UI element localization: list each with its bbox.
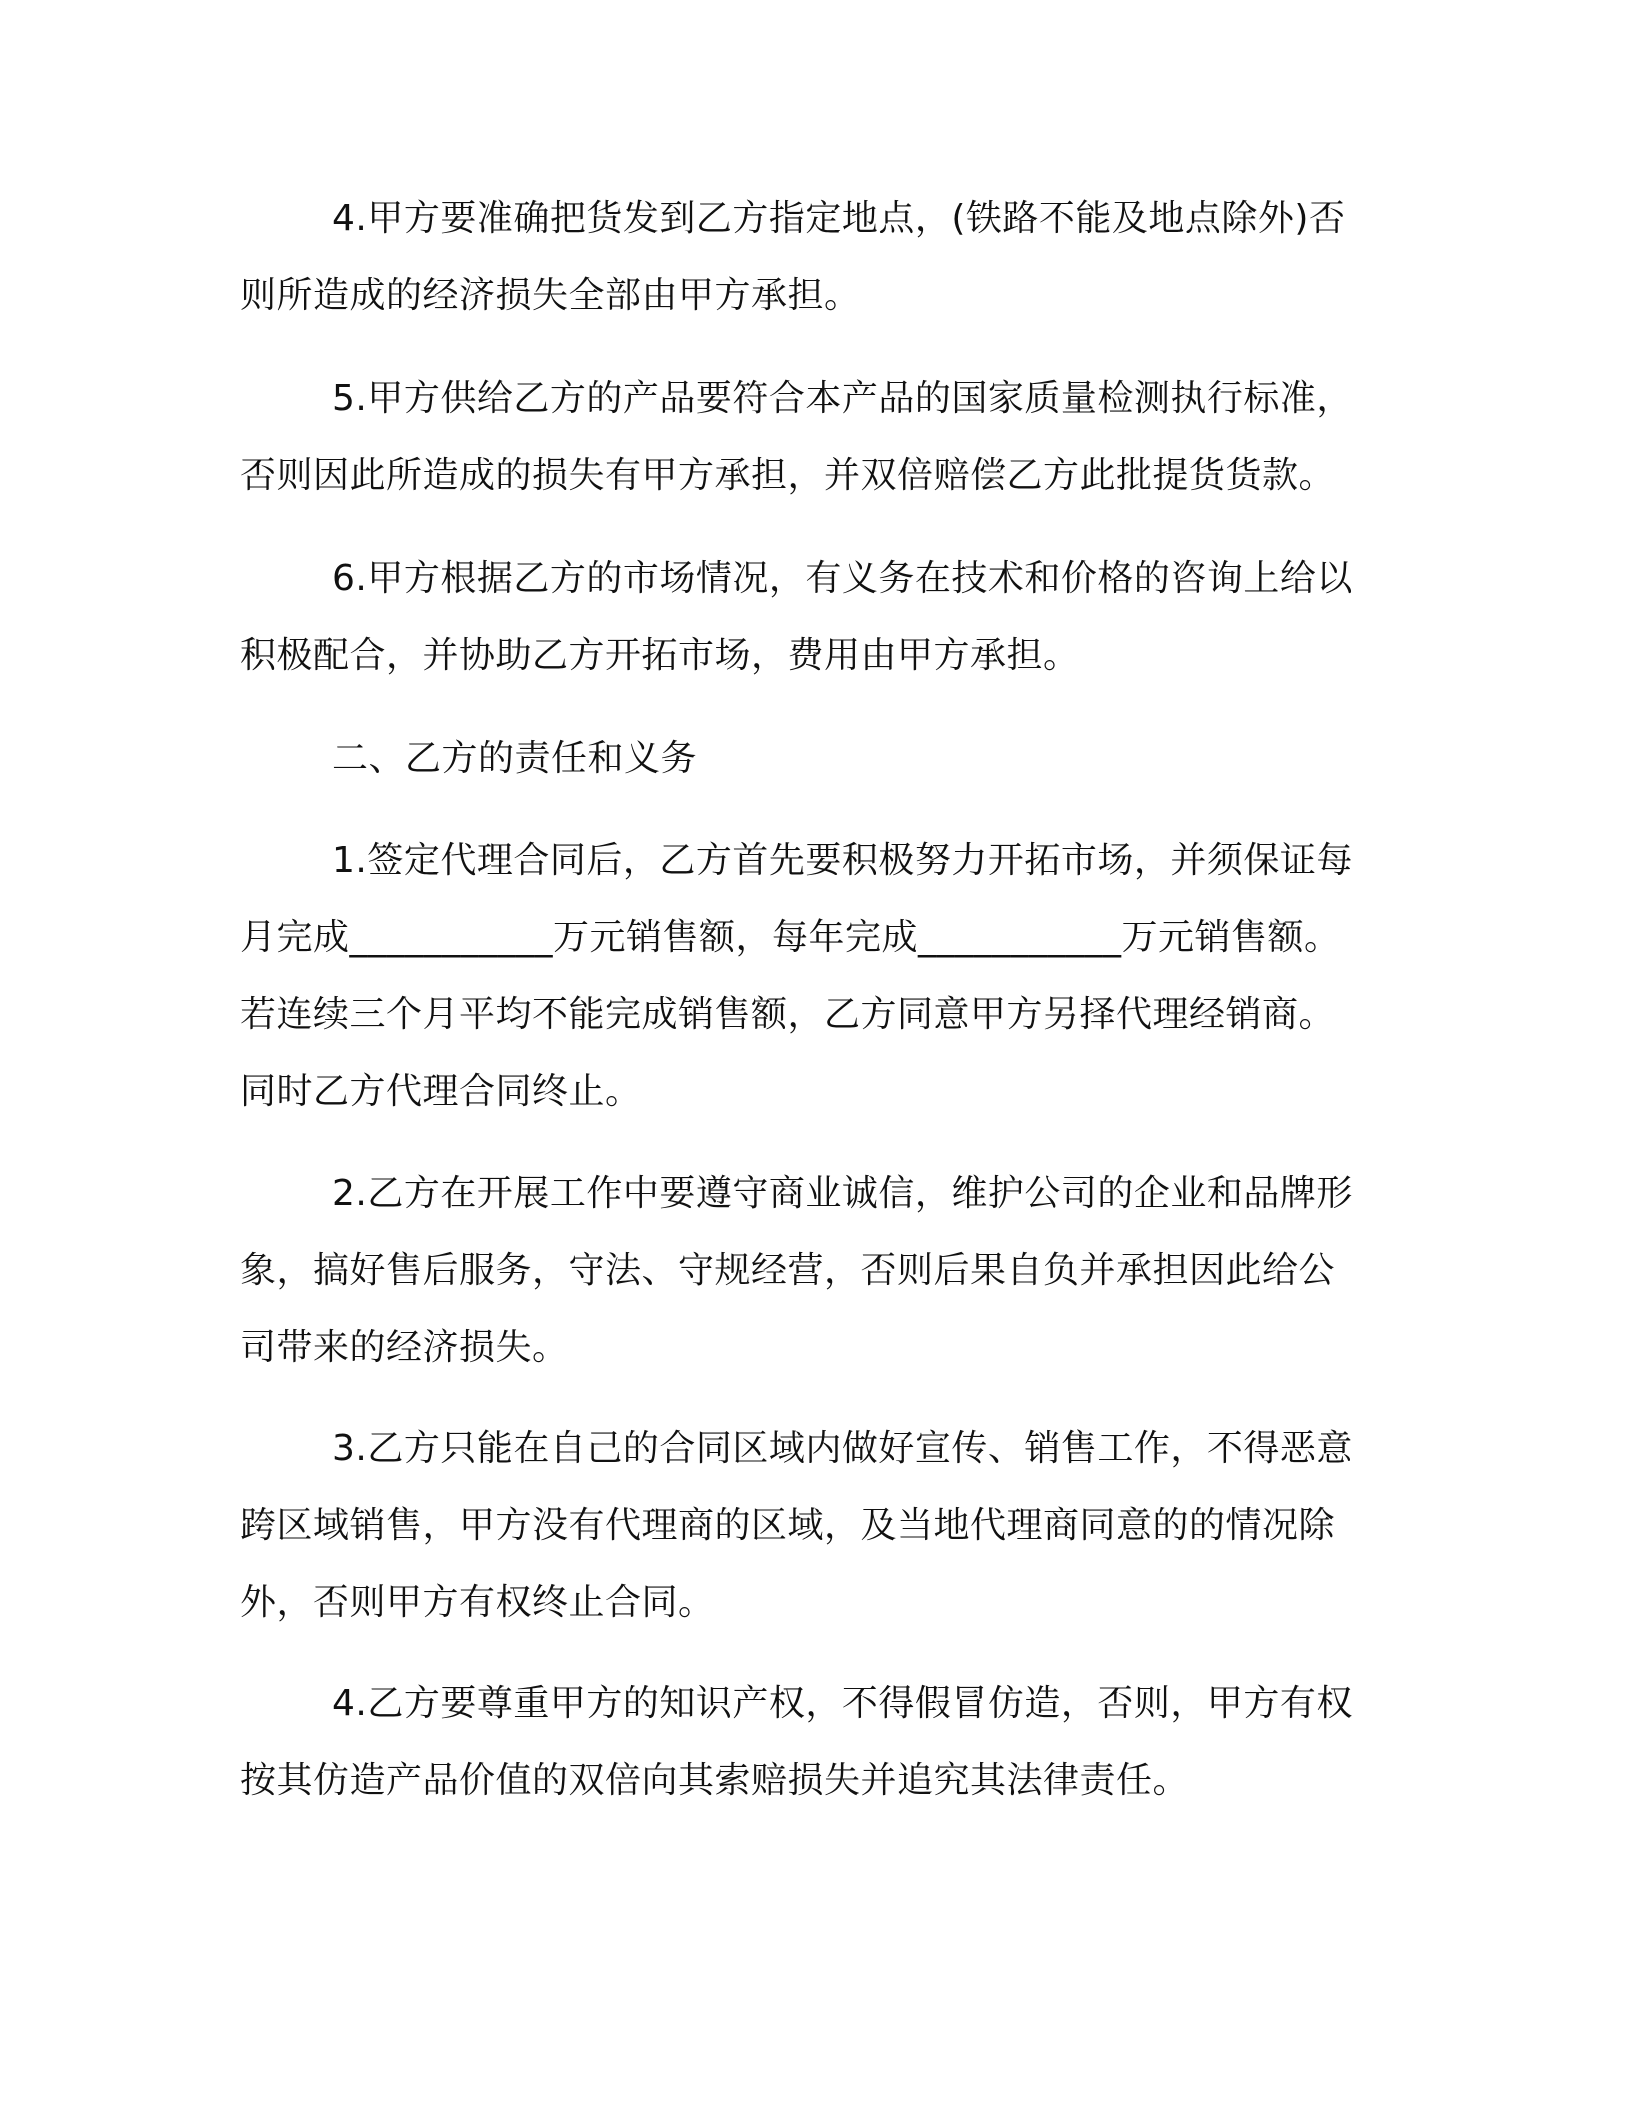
paragraph-line: 外，否则甲方有权终止合同。 xyxy=(240,1582,715,1623)
paragraph-line: 则所造成的经济损失全部由甲方承担。 xyxy=(240,275,861,316)
paragraph-b1 xyxy=(240,822,1380,1130)
paragraph-line: 积极配合，并协助乙方开拓市场，费用由甲方承担。 xyxy=(240,635,1080,676)
paragraph-b4 xyxy=(240,1665,1380,1819)
paragraph-line: 1.签定代理合同后，乙方首先要积极努力开拓市场，并须保证每 xyxy=(332,840,1353,881)
paragraph-b3 xyxy=(240,1410,1380,1641)
paragraph-line: 象，搞好售后服务，守法、守规经营，否则后果自负并承担因此给公 xyxy=(240,1250,1336,1291)
paragraph-line: 司带来的经济损失。 xyxy=(240,1327,569,1368)
paragraph-line: 若连续三个月平均不能完成销售额，乙方同意甲方另择代理经销商。 xyxy=(240,994,1336,1035)
paragraph-line: 3.乙方只能在自己的合同区域内做好宣传、销售工作，不得恶意 xyxy=(332,1428,1353,1469)
paragraph-line: 4.乙方要尊重甲方的知识产权，不得假冒仿造，否则，甲方有权 xyxy=(332,1683,1353,1724)
paragraph-line: 跨区域销售，甲方没有代理商的区域，及当地代理商同意的的情况除 xyxy=(240,1505,1336,1546)
section-heading-party-b xyxy=(240,720,1380,797)
paragraph-line: 6.甲方根据乙方的市场情况，有义务在技术和价格的咨询上给以 xyxy=(332,558,1353,599)
paragraph-line: 同时乙方代理合同终止。 xyxy=(240,1071,642,1112)
paragraph-line: 5.甲方供给乙方的产品要符合本产品的国家质量检测执行标准， xyxy=(332,378,1353,419)
paragraph-line: 否则因此所造成的损失有甲方承担，并双倍赔偿乙方此批提货货款。 xyxy=(240,455,1336,496)
paragraph-a4 xyxy=(240,180,1380,334)
paragraph-line: 月完成___________万元销售额，每年完成___________万元销售额。 xyxy=(240,917,1341,958)
paragraph-a6 xyxy=(240,540,1380,694)
paragraph-line: 4.甲方要准确把货发到乙方指定地点，(铁路不能及地点除外)否 xyxy=(332,198,1346,239)
paragraph-a5 xyxy=(240,360,1380,514)
paragraph-b2 xyxy=(240,1155,1380,1386)
section-heading: 二、乙方的责任和义务 xyxy=(332,738,698,779)
paragraph-line: 2.乙方在开展工作中要遵守商业诚信，维护公司的企业和品牌形 xyxy=(332,1173,1353,1214)
paragraph-line: 按其仿造产品价值的双倍向其索赔损失并追究其法律责任。 xyxy=(240,1760,1190,1801)
